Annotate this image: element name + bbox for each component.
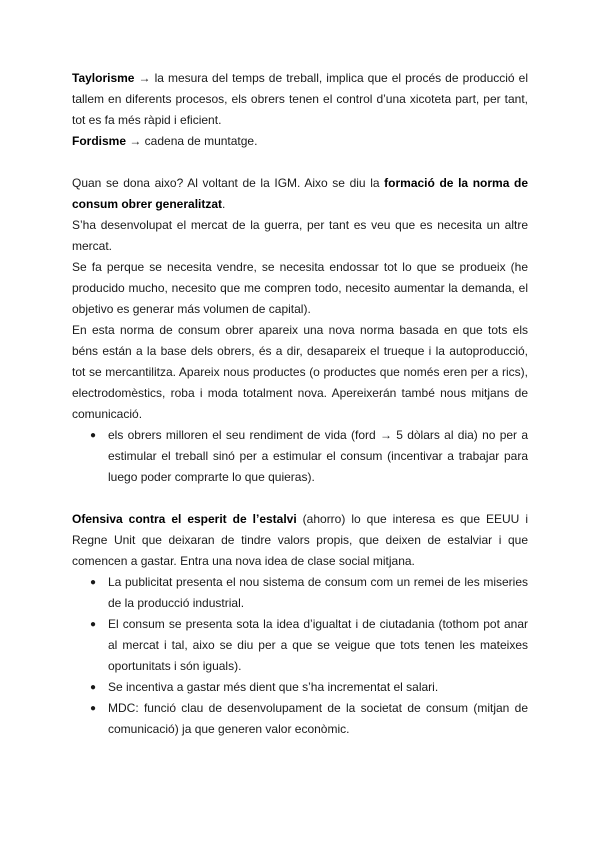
ofensiva-paragraph	[72, 509, 528, 572]
taylorisme-text: → la mesura del temps de treball, implica que el procés de producció el tallem en diferents procesos, els obrers tenen el control d’una xicoteta part, per tant, tot es fa més ràpid i eficient.	[72, 71, 528, 127]
bullet-icon: ●	[89, 703, 97, 714]
list-item-text: Se incentiva a gastar més dient que s’ha incrementat el salari.	[108, 680, 439, 694]
bullet-icon: ●	[89, 619, 97, 630]
list-item-text: La publicitat presenta el nou sistema de consum com un remei de les miseries de la producció industrial.	[108, 575, 528, 610]
taylorisme-term: Taylorisme	[72, 71, 135, 85]
list-item-text: El consum se presenta sota la idea d’igualtat i de ciutadania (tothom pot anar al mercat i tal, aixo se diu per a que se veigue que tots tenen les mateixes oportunitats i són iguals).	[108, 617, 528, 673]
vendre-paragraph: Se fa perque se necesita vendre, se necesita endossar tot lo que se produeix (he producido mucho, necesito que me compren todo, necesito aumentar la demanda, el objetivo es generar más volumen de capital).	[72, 260, 528, 316]
bullet-icon: ●	[89, 682, 97, 693]
fordisme-paragraph	[72, 131, 528, 152]
ofensiva-term: Ofensiva contra el esperit de l’estalvi	[72, 512, 297, 526]
list-item	[72, 698, 528, 740]
mercat-guerra-paragraph: S’ha desenvolupat el mercat de la guerra, per tant es veu que es necesita un altre mercat.	[72, 218, 528, 253]
section3-bullet-list	[72, 572, 528, 740]
section2-bullet-list	[72, 425, 528, 488]
igm-text: Quan se dona aixo? Al voltant de la IGM. Aixo se diu la	[72, 176, 385, 190]
taylorisme-paragraph	[72, 68, 528, 131]
list-item	[72, 614, 528, 677]
fordisme-term: Fordisme	[72, 134, 127, 148]
list-item	[72, 572, 528, 614]
list-item-text: MDC: funció clau de desenvolupament de la societat de consum (mitjan de comunicació) ja que generen valor econòmic.	[108, 701, 528, 736]
ofensiva-text: (ahorro) lo que interesa es que EEUU i Regne Unit que deixaran de tindre valors propis, que deixen de estalviar i que comencen a gastar. Entra una nova idea de clase social mitjana.	[72, 512, 528, 568]
igm-paragraph	[72, 173, 528, 215]
fordisme-text: → cadena de muntatge.	[126, 134, 258, 148]
paragraph-gap	[72, 488, 528, 509]
list-item	[72, 425, 528, 488]
bullet-icon: ●	[89, 577, 97, 588]
list-item	[72, 677, 528, 698]
norma-consum-paragraph: En esta norma de consum obrer apareix una nova norma basada en que tots els béns están a la base dels obrers, és a dir, desapareix el trueque i la autoproducció, tot se mercantilitza. Apareix nous productes (o productes que només eren per a rics), electrodomèstics, roba i moda totalment nova. Apereixerán també nous mitjans de comunicació.	[72, 323, 528, 421]
norma-consum-term: formació de la norma de consum obrer generalitzat	[72, 176, 528, 211]
list-item-text: els obrers milloren el seu rendiment de vida (ford → 5 dòlars al dia) no per a estimular el treball sinó per a estimular el consum (incentivar a trabajar para luego poder comprarte lo que quieras).	[108, 428, 528, 484]
document-page	[72, 68, 528, 740]
bullet-icon: ●	[89, 430, 97, 441]
igm-text-end: .	[222, 197, 226, 211]
paragraph-gap	[72, 152, 528, 173]
